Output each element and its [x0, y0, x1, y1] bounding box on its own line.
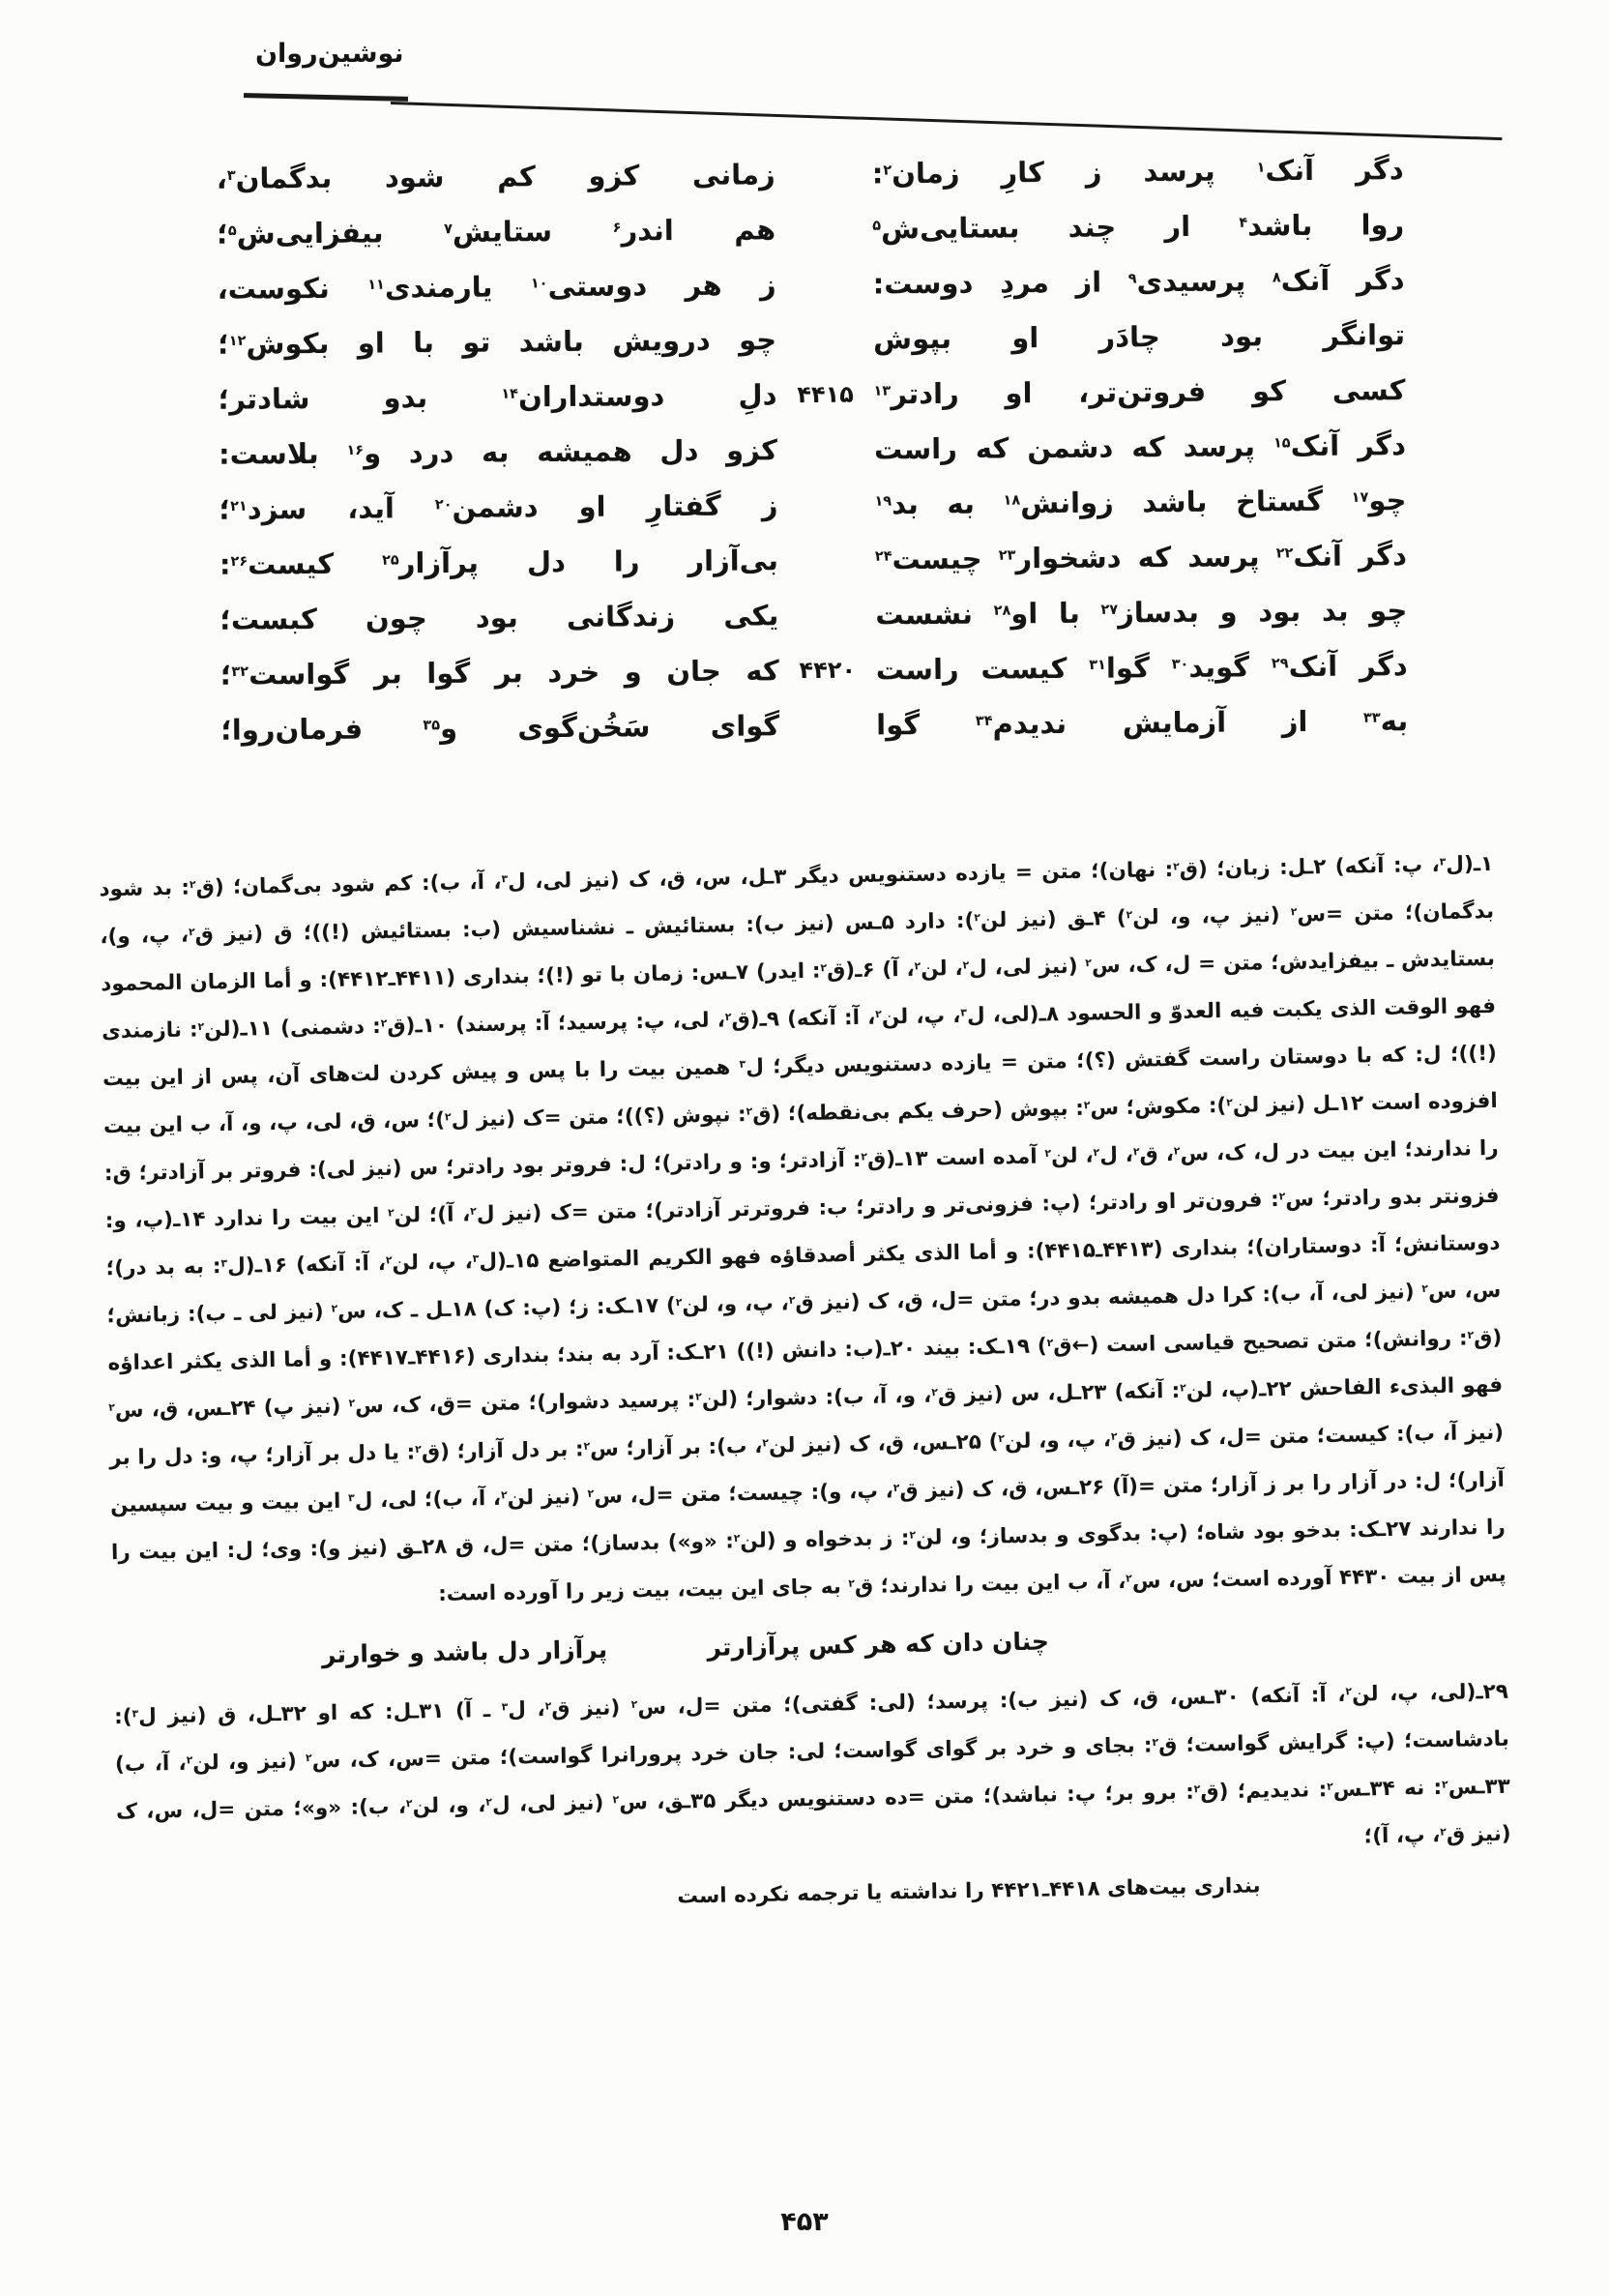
verse-number — [775, 146, 872, 202]
hemistich-right: دگر آنک$^{۲۹}$ گوید$^{۳۰}$ گوا$^{۳۱}$ کیست راست — [875, 649, 1408, 687]
hemistich-left: که جان و خرد بر گوا بر گواست$^{۳۲}$؛ — [219, 654, 779, 692]
hemistich-right: دگر آنک$^{۲۲}$ پرسد که دشخوار$^{۲۳}$ چیست$^{۲۴}$ — [874, 539, 1408, 576]
hemistich-left: کزو دل همیشه به درد و$^{۱۶}$ بلاست: — [218, 433, 778, 471]
hemistich-right: چو$^{۱۷}$ گستاخ باشد زوانش$^{۱۸}$ به بد$^{۱۹}$ — [874, 484, 1407, 521]
variant-verse-hemistich-left: پرآزار دل باشد و خوارتر — [321, 1634, 608, 1669]
verse-number — [777, 477, 874, 533]
hemistich-right: کسی کو فروتن‌تر، او رادتر$^{۱۳}$ — [873, 373, 1406, 411]
verse-number — [775, 201, 872, 257]
verse-row — [203, 197, 1404, 262]
hemistich-right: دگر آنک$^{۱۵}$ پرسد که دشمن که راست — [873, 428, 1407, 466]
verse-row — [207, 638, 1408, 703]
variant-verse — [322, 1616, 1050, 1680]
hemistich-right: دگر آنک$^۸$ پرسیدی$^۹$ از مردِ دوست: — [872, 263, 1405, 301]
hemistich-left: زمانی کزو کم شود بدگمان$^۳$، — [216, 158, 775, 195]
hemistich-left: چو درویش باشد تو با او بکوش$^{۱۲}$؛ — [217, 323, 777, 361]
hemistich-left: یکی زندگانی بود چون کبست؛ — [219, 599, 779, 636]
verse-row — [204, 308, 1405, 372]
verse-number: ۴۴۲۰ — [799, 656, 857, 685]
hemistich-right: توانگر بود چادَر او بپوش — [872, 318, 1406, 356]
running-header-title: نوشین‌روان — [255, 39, 404, 69]
apparatus-notes-block2: ۲۹ـ(لی، پ، لن$^۲$، آ: آنکه) ۳۰ـس، ق، ک (نیز ب): پرسد؛ (لی: گفتی)؛ متن =ل، س$^۲$ (نیز ق$^۲$، ل$^۳$ ـ آ) ۳۱ـل: که او ۳۲ـل، ق (نیز ل$^۳$): بادشاست؛ (پ: گرایش گواست؛ ق$^۲$: بجای و خرد بر گوای گواست؛ لی: جان خرد پرورانرا گواست)؛ متن =س، ک، س$^۲$ (نیز و، لن$^۲$، آ، ب) ۳۳ـس$^۲$: نه ۳۴ـس$^۲$: ندیدیم؛ (ق$^۲$: برو بر؛ پ: نباشد)؛ متن =ده دستنویس دیگر ۳۵ـق، س$^۲$ (نیز لی، ل$^۲$، و، لن$^۲$، ب): «و»؛ متن =ل، س، ک (نیز ق$^۲$، پ، آ)؛ — [113, 1679, 1511, 1849]
verse-row — [204, 363, 1405, 427]
verse-row — [206, 583, 1407, 648]
critical-apparatus — [99, 840, 1512, 1930]
verse-number — [779, 697, 876, 753]
verse-row — [207, 693, 1408, 758]
header-underline — [244, 93, 408, 102]
hemistich-right: به$^{۳۳}$ از آزمایش ندیدم$^{۳۴}$ گوا — [876, 704, 1409, 742]
verse-number — [777, 422, 874, 478]
verse-row — [205, 473, 1406, 538]
hemistich-right: روا باشد$^۴$ ار چند بستایی‌ش$^۵$ — [872, 208, 1405, 246]
verse-row — [205, 418, 1406, 483]
hemistich-left: بی‌آزار را دل پرآزار$^{۲۵}$ کیست$^{۲۶}$: — [219, 544, 779, 581]
hemistich-right: دگر آنک$^۱$ پرسد ز کارِ زمان$^۲$: — [871, 153, 1404, 191]
verse-number: ۴۴۱۵ — [797, 380, 854, 409]
verse-row — [203, 252, 1404, 317]
variant-verse-hemistich-right: چنان دان که هر کس پرآزارتر — [707, 1627, 1050, 1662]
verse-number — [775, 256, 872, 312]
page-number: ۴۵۳ — [780, 2207, 829, 2237]
apparatus-notes-block2-last-line: بنداری بیت‌های ۴۴۱۸ـ۴۴۲۱ را نداشته یا ترجمه نکرده است — [677, 1873, 1261, 1909]
header-rule — [391, 102, 1502, 140]
hemistich-left: ز هر دوستی$^{۱۰}$ یارمندی$^{۱۱}$ نکوست، — [217, 268, 776, 306]
verse-number — [778, 532, 875, 588]
apparatus-notes-block1: ۱ـ(ل$^۳$، پ: آنکه) ۲ـل: زبان؛ (ق$^۲$: نهان)؛ متن = یازده دستنویس دیگر ۳ـل، س، ق، ک (نیز لی، ل$^۳$، آ، ب): کم شود بی‌گمان؛ (ق$^۲$: بد شود بدگمان)؛ متن =س$^۲$ (نیز پ، و، لن$^۲$) ۴ـق (نیز لن$^۲$): دارد ۵ـس (نیز ب): بستائیش ـ نشناسیش (ب: بستائیش (!))؛ ق (نیز ق$^۲$، پ، و)، بستایدش ـ بیفزایدش؛ متن = ل، ک، س$^۲$ (نیز لی، ل$^۲$، لن$^۲$، آ) ۶ـ(ق$^۲$: ایدر) ۷ـس: زمان با تو (!)؛ بنداری (۴۴۱۱ـ۴۴۱۲): و أما الزمان المحمود فهو الوقت الذی یکبت فیه العدوّ و الحسود ۸ـ(لی، ل$^۳$، پ، لن$^۲$، آ: آنکه) ۹ـ(ق$^۲$، لی، پ: پرسید؛ آ: پرسند) ۱۰ـ(ق$^۲$: دشمنی) ۱۱ـ(لن$^۲$: نازمندی (!))؛ ل: که با دوستان راست گفتش (؟)؛ متن = یازده دستنویس دیگر؛ ل$^۳$ همین بیت را با پس و پیش کردن لت‌های آن، پس از این بیت افزوده است ۱۲ـل (نیز لن$^۲$): مکوش؛ س$^۲$: بپوش (حرف یکم بی‌نقطه)؛ (ق$^۲$: نپوش (؟))؛ متن =ک (نیز ل$^۲$)؛ س، ق، لی، پ، و، آ، ب این بیت را ندارند؛ این بیت در ل، ک، س$^۲$، ق$^۲$، ل$^۲$، لن$^۲$ آمده است ۱۳ـ(ق$^۲$: آزادتر؛ و: و رادتر)؛ ل: فروتر بود رادتر؛ س (نیز لی): فروتر بر آزادتر؛ ق: فزونتر بدو رادتر؛ س$^۲$: فرون‌تر او رادتر؛ (پ: فزونی‌تر و رادتر؛ ب: فروتر‌تر آزادتر)؛ متن =ک (نیز ل$^۲$، آ)؛ لن$^۲$ این بیت را ندارد ۱۴ـ(پ، و: دوستانش؛ آ: دوستاران)؛ بنداری (۴۴۱۳ـ۴۴۱۵): و أما الذی یکثر أصدقاؤه فهو الکریم المتواضع ۱۵ـ(ل$^۳$، پ، لن$^۲$، آ: آنکه) ۱۶ـ(ل$^۳$: به بد در)؛ س، س$^۲$ (نیز لی، آ، ب): کرا دل همیشه بدو در؛ متن =ل، ق، ک (نیز ق$^۲$، پ، و، لن$^۲$) ۱۷ـک: ز؛ (پ: ک) ۱۸ـل ـ ک، س$^۲$ (نیز لی ـ ب): زبانش؛ (ق$^۲$: روانش)؛ متن تصحیح قیاسی است (←ق$^۲$) ۱۹ـک: بیند ۲۰ـ(ب: دانش (!)) ۲۱ـک: آرد به بند؛ بنداری (۴۴۱۶ـ۴۴۱۷): و أما الذی یکثر اعداؤه فهو البذیء الفاحش ۲۲ـ(پ، لن$^۲$: آنکه) ۲۳ـل، س (نیز ق$^۲$، و، آ، ب): دشوار؛ (لن$^۲$: پرسید دشوار)؛ متن =ق، ک، س$^۲$ (نیز پ) ۲۴ـس، ق، س$^۲$ (نیز آ، ب): کیست؛ متن =ل، ک (نیز ق$^۲$، پ، و، لن$^۲$) ۲۵ـس، ق، ک (نیز لن$^۲$، ب): بر آزار؛ س$^۲$: بر دل آزار؛ (ق$^۲$: یا دل بر آزار؛ پ، و: دل را بر آزار)؛ ل: در آزار را بر ز آزار؛ متن =(آ) ۲۶ـس، ق، ک (نیز ق$^۲$، پ، و): چیست؛ متن =ل، س$^۲$ (نیز لن$^۲$، آ، ب)؛ لی، ل$^۳$ این بیت و بیت سپسین را ندارند ۲۷ـک: بدخو بود شاه؛ (پ: بدگوی و بدساز؛ و، لن$^۲$: ز بدخواه و (لن$^۲$: «و») بدساز)؛ متن =ل، ق ۲۸ـق (نیز و): وی؛ ل: این بیت را پس از بیت ۴۴۳۰ آورده است؛ س، س$^۲$، آ، ب این بیت را ندارند؛ ق$^۲$ به جای این بیت، بیت زیر را آورده است: — [99, 851, 1507, 1606]
verse-number — [776, 311, 873, 368]
hemistich-left: دلِ دوستداران$^{۱۴}$ بدو شادتر؛ — [218, 378, 777, 416]
verse-row — [203, 142, 1404, 207]
verse-row — [206, 528, 1407, 593]
hemistich-left: گوای سَخُن‌گوی و$^{۳۵}$ فرمان‌روا؛ — [220, 709, 780, 747]
hemistich-left: ز گفتارِ او دشمن$^{۲۰}$ آید، سزد$^{۲۱}$؛ — [219, 488, 778, 526]
hemistich-left: هم اندر$^۶$ ستایش$^۷$ بیفزایی‌ش$^۵$؛ — [217, 213, 776, 250]
poem-block — [203, 142, 1409, 758]
hemistich-right: چو بد بود و بدساز$^{۲۷}$ با او$^{۲۸}$ نشست — [875, 594, 1408, 632]
verse-number — [778, 587, 875, 643]
